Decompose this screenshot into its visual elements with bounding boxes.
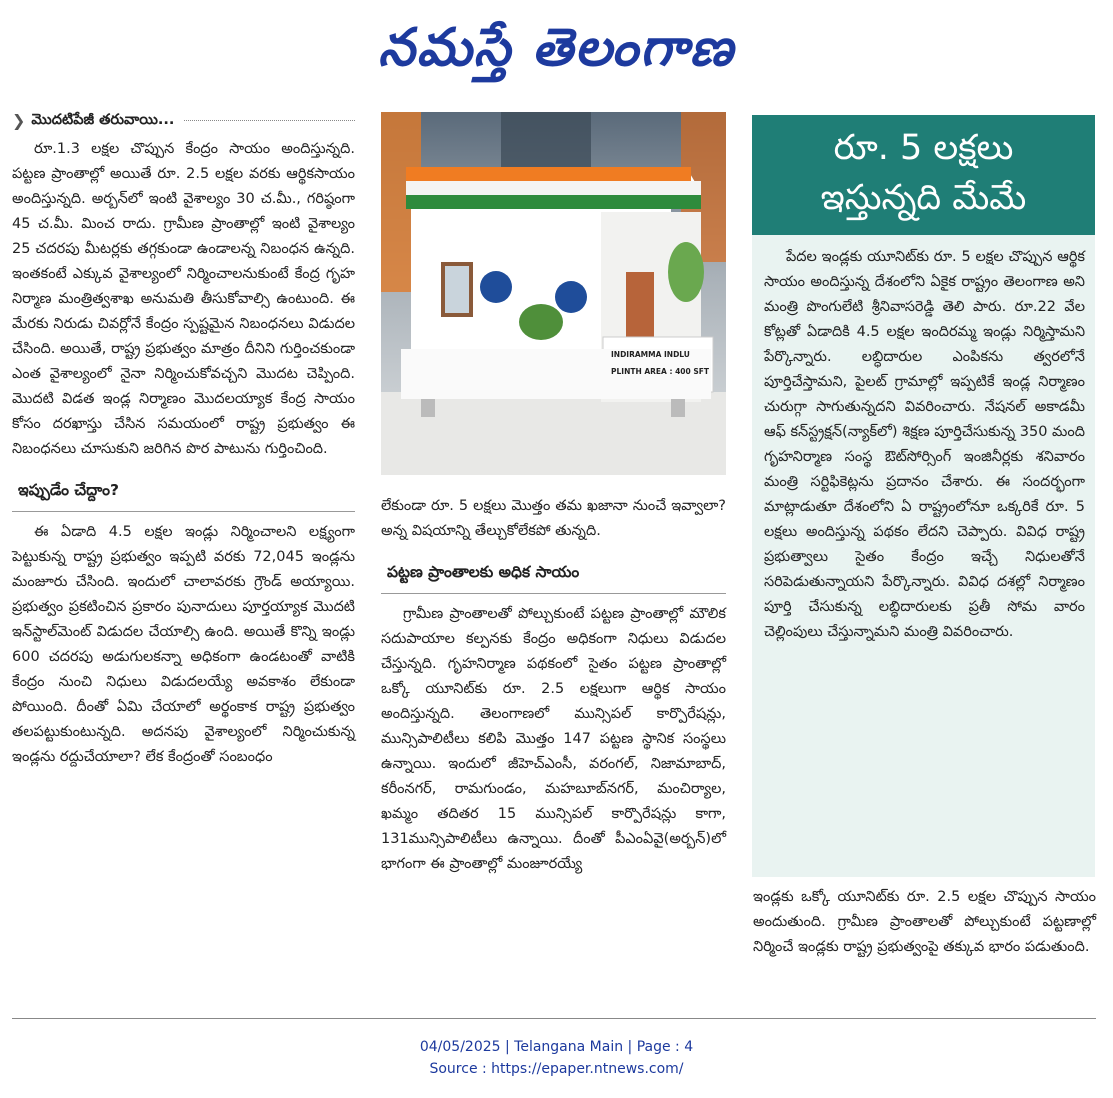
- headline-line-1: రూ. 5 లక్షలు: [833, 128, 1014, 168]
- article-paragraph: లేకుండా రూ. 5 లక్షలు మొత్తం తమ ఖజానా నుంచే ఇవ్వాలా? అన్న విషయాన్ని తేల్చుకోలేకపో తున్నది.: [381, 498, 726, 539]
- kicker-rule: [184, 120, 355, 121]
- continuation-kicker: [12, 108, 355, 133]
- article-paragraph: గ్రామీణ ప్రాంతాలతో పోల్చుకుంటే పట్టణ ప్రాంతాల్లో మౌలిక సదుపాయాల కల్పనకు కేంద్రం అధికంగా నిధులు విడుదల చేస్తున్నది. గృహనిర్మాణ పథకంలో సైతం పట్టణ ప్రాంతాల్లో ఒక్కో యూనిట్‌కు రూ. 2.5 లక్షలుగా ఆర్థిక సాయం అందిస్తున్నది. తెలంగాణలో మున్సిపల్ కార్పొరేషన్లు, మున్సిపాలిటీలు కలిపి మొత్తం 147 పట్టణ స్థానిక సంస్థలు ఉన్నాయి. ఇందులో జీహెచ్‌ఎంసీ, వరంగల్, నిజామాబాద్, కరీంనగర్, రామగుండం, మహబూబ్‌నగర్, మంచిర్యాల, ఖమ్మం తదితర 15 మున్సిపల్ కార్పొరేషన్లు కాగా, 131మున్సిపాలిటీలు ఉన్నాయి. దీంతో పీఎంఏవై(అర్బన్)లో భాగంగా ఈ ప్రాంతాల్లో మంజూరయ్యే: [381, 606, 726, 872]
- subheading-rule: [381, 593, 726, 594]
- article-paragraph: ఇండ్లకు ఒక్కో యూనిట్‌కు రూ. 2.5 లక్షల చొప్పున సాయం అందుతుంది. గ్రామీణ ప్రాంతాలతో పోల్చుకుంటే పట్టణాల్లో నిర్మించే ఇండ్లకు రాష్ట్ర ప్రభుత్వంపై తక్కువ భారం పడుతుంది.: [753, 889, 1096, 955]
- masthead-title: నమస్తే తెలంగాణ: [378, 18, 735, 78]
- boxed-story-body: [752, 235, 1095, 877]
- subheading: ఇప్పుడేం చేద్దాం?: [18, 481, 119, 499]
- boxed-story-headline: [752, 115, 1095, 235]
- article-paragraph: ఈ ఏడాది 4.5 లక్షల ఇండ్లు నిర్మించాలని లక్ష్యంగా పెట్టుకున్న రాష్ట్ర ప్రభుత్వం ఇప్పటి వరకు 72,045 ఇండ్లను మంజూరు చేసింది. ఇందులో చాలావరకు గ్రౌండ్ అయ్యాయి. ప్రభుత్వం ప్రకటించిన ప్రకారం పునాదులు పూర్తయ్యాక మొదటి ఇన్‌స్టాల్‌మెంట్ విడుదల చేయాల్సి ఉంది. అయితే కొన్ని ఇండ్లు 600 చదరపు అడుగులకన్నా అధికంగా ఉండటంతో వాటికి కేంద్రం నుంచి నిధులు విడుదలయ్యే అవకాశం లేకుండా పోయింది. దీంతో ఏమి చేయాలో అర్థంకాక రాష్ట్ర ప్రభుత్వం తలపట్టుకుంటున్నది. అదనపు వైశాల్యంలో నిర్మించుకున్న ఇండ్లను రద్దుచేయాలా? లేక కేంద్రంతో సంబంధం: [12, 524, 355, 765]
- subheading-rule: [12, 511, 355, 512]
- headline-line-2: ఇస్తున్నది మేమే: [820, 178, 1027, 218]
- house-model-photo: [381, 112, 726, 475]
- article-paragraph: రూ.1.3 లక్షల చొప్పున కేంద్రం సాయం అందిస్తున్నది. పట్టణ ప్రాంతాల్లో అయితే రూ. 2.5 లక్షల వరకు ఆర్థికసాయం అందిస్తున్నది. అర్బన్‌లో ఇంటి వైశాల్యం 30 చ.మీ., గరిష్ఠంగా 45 చ.మీ. మించ రాదు. గ్రామీణ ప్రాంతాల్లో ఇంటి వైశాల్యం 25 చదరపు మీటర్లకు తగ్గకుండా ఉండాలన్న నిబంధన ఉన్నది. ఇంతకంటే ఎక్కువ వైశాల్యంలో నిర్మించాలనుకుంటే కేంద్ర గృహ నిర్మాణ మంత్రిత్వశాఖ అనుమతి తీసుకోవాల్సి ఉంటుంది. ఈ మేరకు నిరుడు చివర్లోనే కేంద్రం స్పష్టమైన నిబంధనలు విడుదల చేసింది. అయితే, రాష్ట్ర ప్రభుత్వం మాత్రం దీనిని గుర్తించకుండా ఎంత వైశాల్యంలో నైనా నిర్మించుకోవచ్చని మొదట చెప్పింది. మొదటి విడత ఇండ్ల నిర్మాణం మొదలయ్యాక కేంద్ర సాయం కోసం దరఖాస్తు చేసిన సమయంలో రాష్ట్ర ప్రభుత్వం ఈ నిబంధనలు చూసుకుని జరిగిన పొర పాటును గుర్తించింది.: [12, 141, 355, 457]
- kicker-text: మొదటిపేజీ తరువాయి...: [31, 112, 175, 128]
- footer-date-line: 04/05/2025 | Telangana Main | Page : 4: [419, 1039, 694, 1055]
- footer: [0, 1036, 1113, 1080]
- chevron-right-icon: ❯: [12, 111, 26, 130]
- article-right-bottom: [753, 885, 1096, 960]
- footer-divider: [12, 1018, 1096, 1019]
- article-left: [12, 108, 355, 770]
- footer-source-line: Source : https://epaper.ntnews.com/: [429, 1061, 684, 1077]
- subheading: పట్టణ ప్రాంతాలకు అధిక సాయం: [387, 563, 580, 581]
- article-middle: [381, 494, 726, 877]
- plaque-line-2: PLINTH AREA : 400 SFT: [611, 367, 709, 376]
- plaque-line-1: INDIRAMMA INDLU: [611, 350, 690, 359]
- boxed-story-paragraph: పేదల ఇండ్లకు యూనిట్‌కు రూ. 5 లక్షల చొప్పున ఆర్థిక సాయం అందిస్తున్న దేశంలోని ఏకైక రాష్ట్రం తెలంగాణ అని మంత్రి పొంగులేటి శ్రీనివాసరెడ్డి తెలి పారు. రూ.22 వేల కోట్లతో ఏడాదికి 4.5 లక్షల ఇందిరమ్మ ఇండ్లు నిర్మిస్తామని పేర్కొన్నారు. లబ్ధిదారుల ఎంపికను త్వరలోనే పూర్తిచేస్తామని, పైలట్ గ్రామాల్లో ఇప్పటికే ఇండ్ల నిర్మాణం చురుగ్గా సాగుతున్నదని వివరించారు. నేషనల్ అకాడమీ ఆఫ్ కన్‌స్ట్రక్షన్(న్యాక్‌లో) శిక్షణ పూర్తిచేసుకున్న 350 మంది గృహనిర్మాణ సంస్థ ఔట్‌సోర్సింగ్ ఇంజినీర్లకు శనివారం మంత్రి సర్టిఫికెట్లను ప్రదానం చేశారు. ఈ సందర్భంగా మాట్లాడుతూ దేశంలోని ఏ రాష్ట్రంలోనూ ఒక్కరికే రూ. 5 లక్షలు అందిస్తున్న పథకం లేదని చెప్పారు. వివిధ రాష్ట్ర ప్రభుత్వాలు సైతం కేంద్రం ఇచ్చే నిధులతోనే సరిపెడుతున్నాయని పేర్కొన్నారు. వివిధ దశల్లో నిర్మాణం పూర్తి చేసుకున్న లబ్ధిదారులకు ప్రతీ సోమ వారం చెల్లింపులు చేస్తున్నామని మంత్రి వివరించారు.: [764, 249, 1085, 640]
- house-model-illustration: [381, 112, 726, 475]
